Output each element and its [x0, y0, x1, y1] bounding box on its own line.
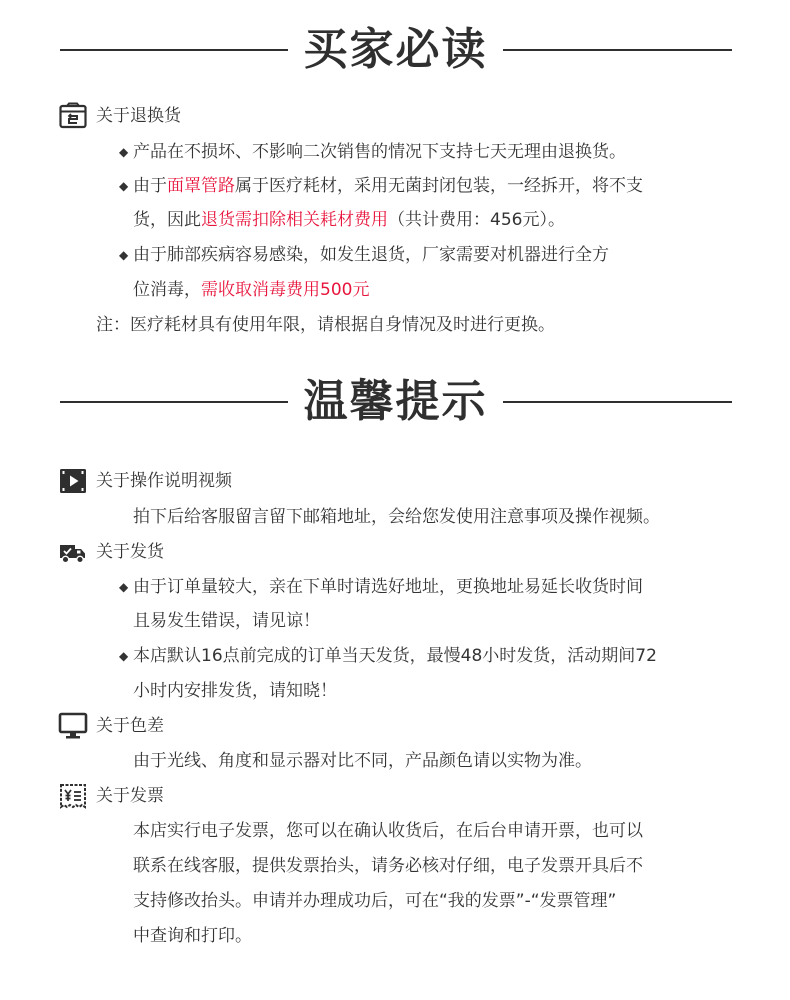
video-heading-label: 关于操作说明视频: [96, 471, 232, 491]
bullet: ◆: [119, 248, 129, 262]
returns-bullet-2-line-1: [133, 172, 643, 200]
banner-rule-left: [60, 49, 288, 51]
invoice-text-line-1: 本店实行电子发票，您可以在确认收货后，在后台申请开票，也可以: [133, 821, 643, 841]
delivery-truck-icon: [58, 538, 88, 566]
tips-title: 温馨提示: [303, 376, 488, 427]
banner-rule-right: [503, 401, 732, 403]
returns-highlight-deduction: 退货需扣除相关耗材费用: [201, 210, 388, 230]
returns-bullet-2-l2-text: 货，因此: [133, 210, 201, 230]
invoice-text-line-4: 中查询和打印。: [133, 926, 252, 946]
shipping-bullet-2-line-2: 小时内安排发货，请知晓！: [133, 681, 337, 701]
invoice-text-line-2: 联系在线客服，提供发票抬头，请务必核对仔细，电子发票开具后不: [133, 856, 643, 876]
color-heading-label: 关于色差: [96, 716, 164, 736]
bullet: ◆: [119, 179, 129, 193]
must-read-title: 买家必读: [303, 24, 488, 75]
video-text: 拍下后给客服留言留下邮箱地址，会给您发使用注意事项及操作视频。: [133, 507, 660, 527]
bullet: ◆: [119, 580, 129, 594]
return-box-icon: [58, 102, 88, 130]
returns-heading-label: 关于退换货: [96, 106, 181, 126]
returns-bullet-3-l2-text: 位消毒，: [133, 280, 201, 300]
video-play-icon: [58, 467, 88, 495]
banner-rule-right: [503, 49, 732, 51]
shipping-bullet-1-line-2: 且易发生错误，请见谅！: [133, 611, 320, 631]
returns-bullet-1: 产品在不损坏、不影响二次销售的情况下支持七天无理由退换货。: [133, 142, 626, 162]
must-read-banner: [0, 20, 790, 80]
invoice-heading-label: 关于发票: [96, 786, 164, 806]
returns-bullet-2-line-2: [133, 206, 565, 234]
returns-bullet-3-line-2: [133, 276, 369, 304]
bullet: ◆: [119, 145, 129, 159]
tips-banner: [0, 372, 790, 432]
returns-bullet-2-text: 由于: [133, 176, 167, 196]
invoice-text-line-3: 支持修改抬头。申请并办理成功后，可在“我的发票”-“发票管理”: [133, 891, 617, 911]
shipping-bullet-1-line-1: 由于订单量较大，亲在下单时请选好地址，更换地址易延长收货时间: [133, 577, 643, 597]
monitor-icon: [58, 712, 88, 740]
shipping-heading-label: 关于发货: [96, 542, 164, 562]
bullet: ◆: [119, 649, 129, 663]
shipping-bullet-2-line-1: 本店默认16点前完成的订单当天发货，最慢48小时发货，活动期间72: [133, 646, 657, 666]
returns-bullet-2-l2-cost: （共计费用：456元）。: [388, 210, 565, 230]
invoice-receipt-icon: [58, 782, 88, 810]
returns-highlight-mask-tube: 面罩管路: [167, 176, 235, 196]
returns-note: 注：医疗耗材具有使用年限，请根据自身情况及时进行更换。: [96, 315, 555, 335]
banner-rule-left: [60, 401, 288, 403]
color-text: 由于光线、角度和显示器对比不同，产品颜色请以实物为准。: [133, 751, 592, 771]
returns-bullet-2-text-cont: 属于医疗耗材，采用无菌封闭包装，一经拆开，将不支: [235, 176, 643, 196]
returns-highlight-disinfection-fee: 需收取消毒费用500元: [201, 280, 370, 300]
returns-bullet-3-line-1: 由于肺部疾病容易感染，如发生退货，厂家需要对机器进行全方: [133, 245, 609, 265]
